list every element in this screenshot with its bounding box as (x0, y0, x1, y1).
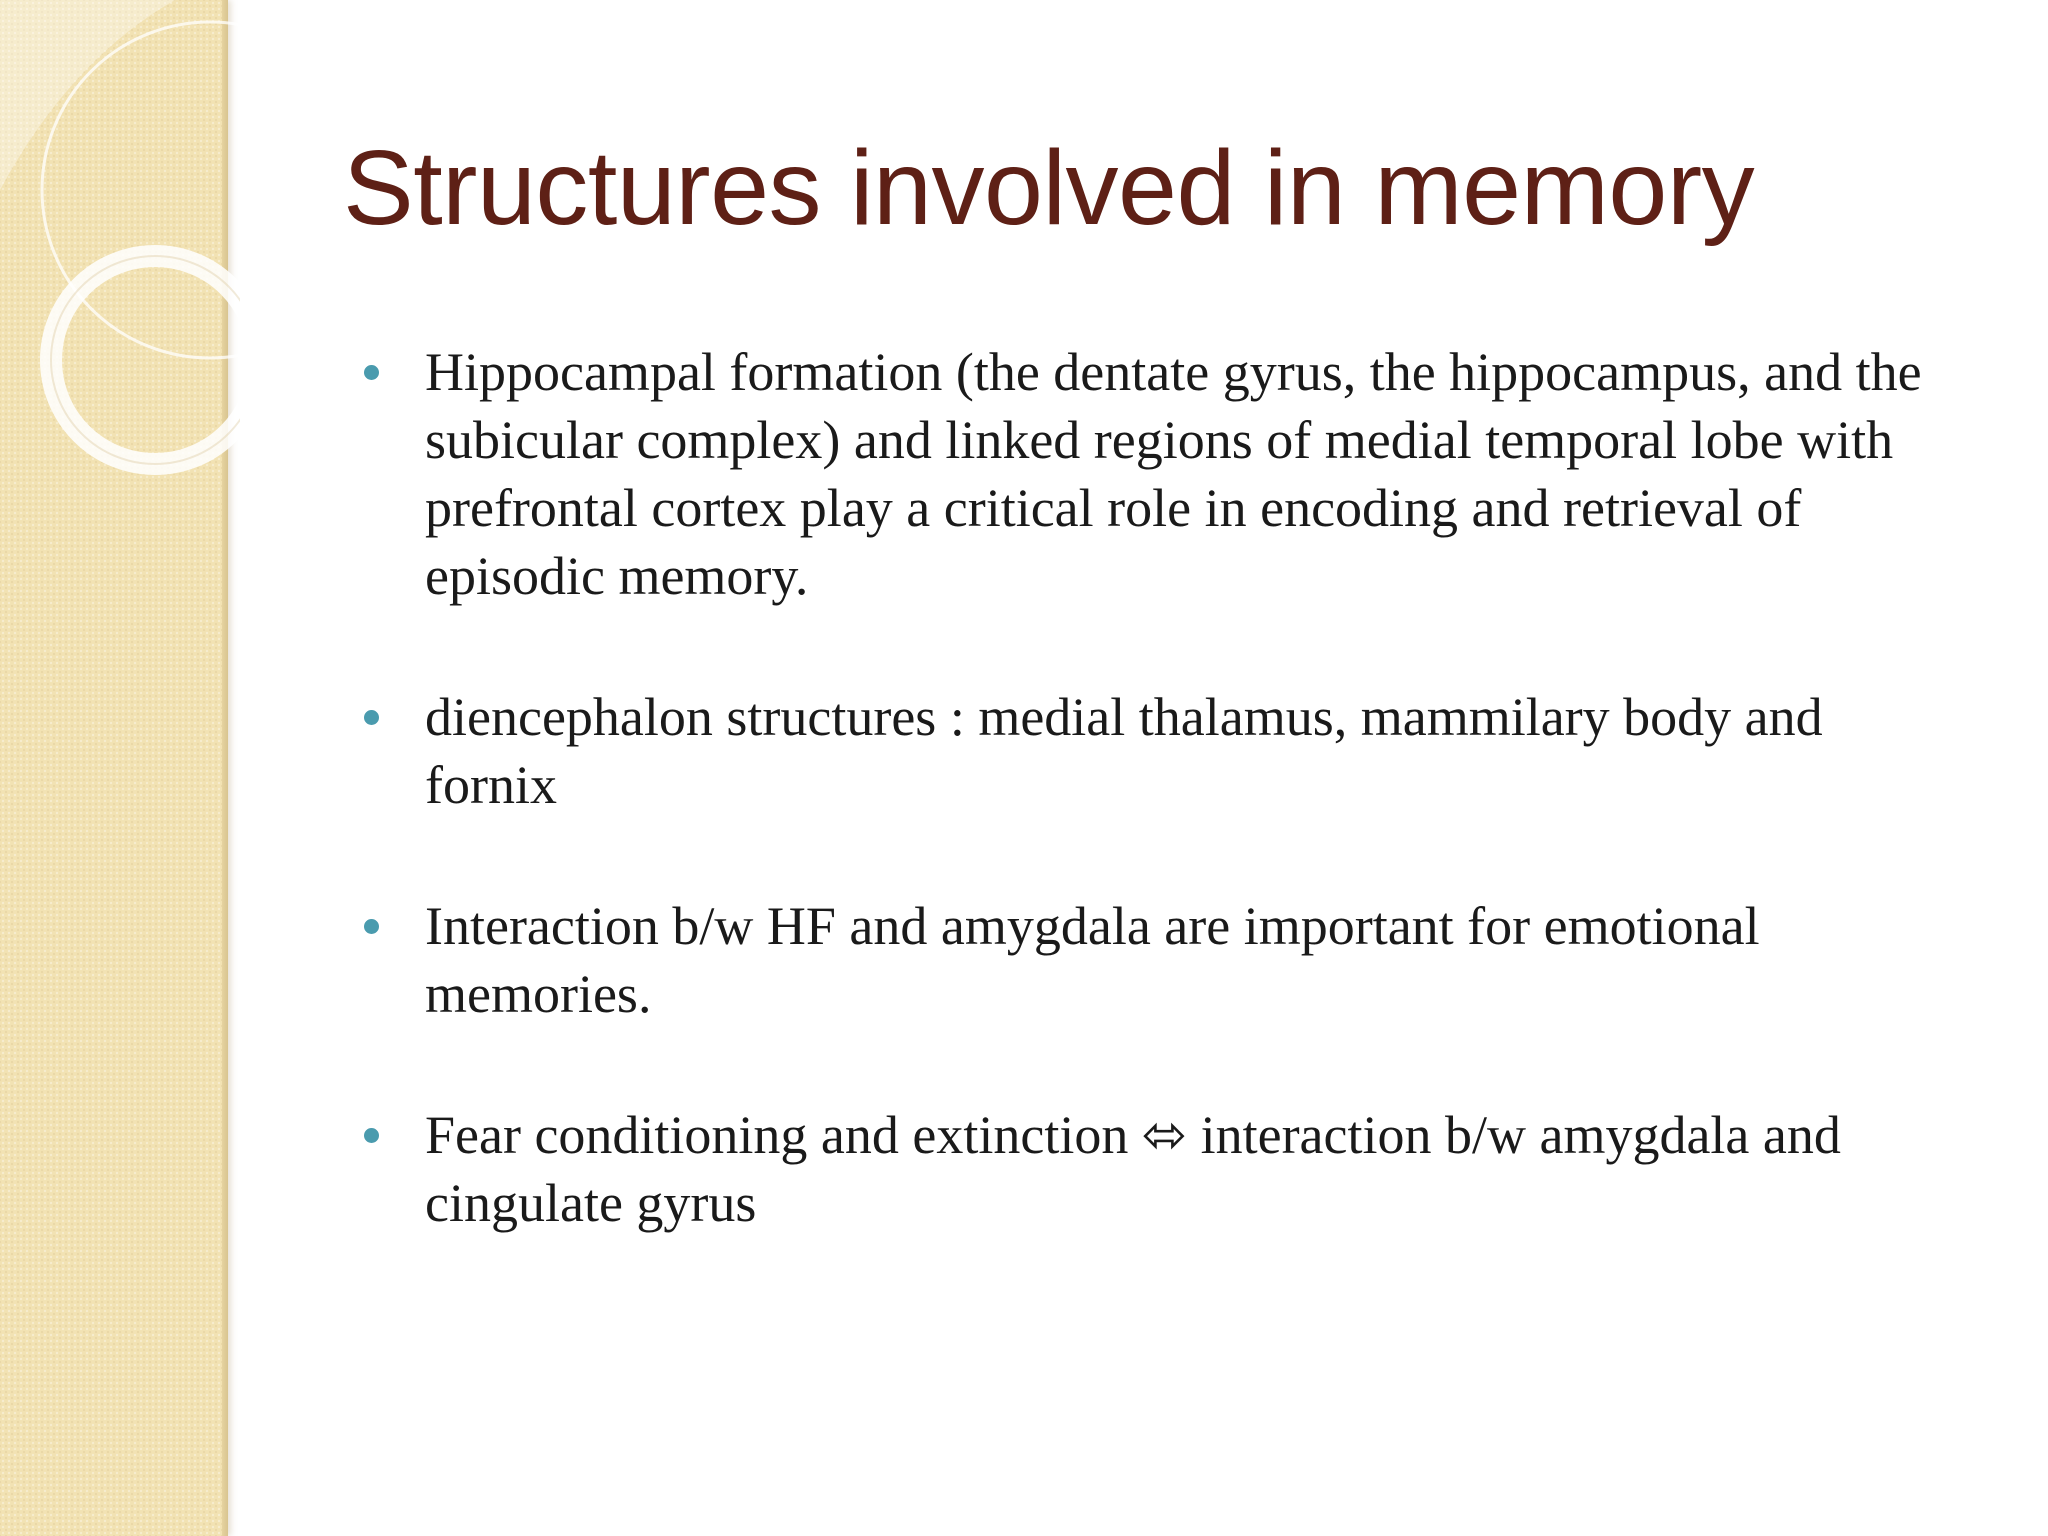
bullet-item-amygdala-interaction (358, 892, 1958, 1028)
bullet-text: Fear conditioning and extinction ⬄ interaction b/w amygdala and cingulate gyrus (425, 1105, 1841, 1233)
slide-title: Structures involved in memory (343, 129, 1755, 247)
bullet-text: Interaction b/w HF and amygdala are important for emotional memories. (425, 896, 1760, 1024)
bullet-text: Hippocampal formation (the dentate gyrus, the hippocampus, and the subicular complex) and linked regions of medial temporal lobe with prefrontal cortex play a critical role in encoding and retrieval of episodic memory. (425, 342, 1922, 606)
bullet-text: diencephalon structures : medial thalamus, mammilary body and fornix (425, 687, 1823, 815)
bullet-dot-icon (364, 710, 379, 725)
decorative-rings (0, 0, 240, 520)
bullet-list (358, 338, 1958, 1310)
decorative-ring-outline (51, 256, 240, 464)
bullet-item-hippocampal-formation (358, 338, 1958, 610)
bullet-dot-icon (364, 365, 379, 380)
bullet-dot-icon (364, 1128, 379, 1143)
bullet-item-fear-conditioning (358, 1101, 1958, 1237)
bullet-item-diencephalon (358, 683, 1958, 819)
bullet-dot-icon (364, 919, 379, 934)
decorative-leaf-shape (0, 0, 175, 190)
